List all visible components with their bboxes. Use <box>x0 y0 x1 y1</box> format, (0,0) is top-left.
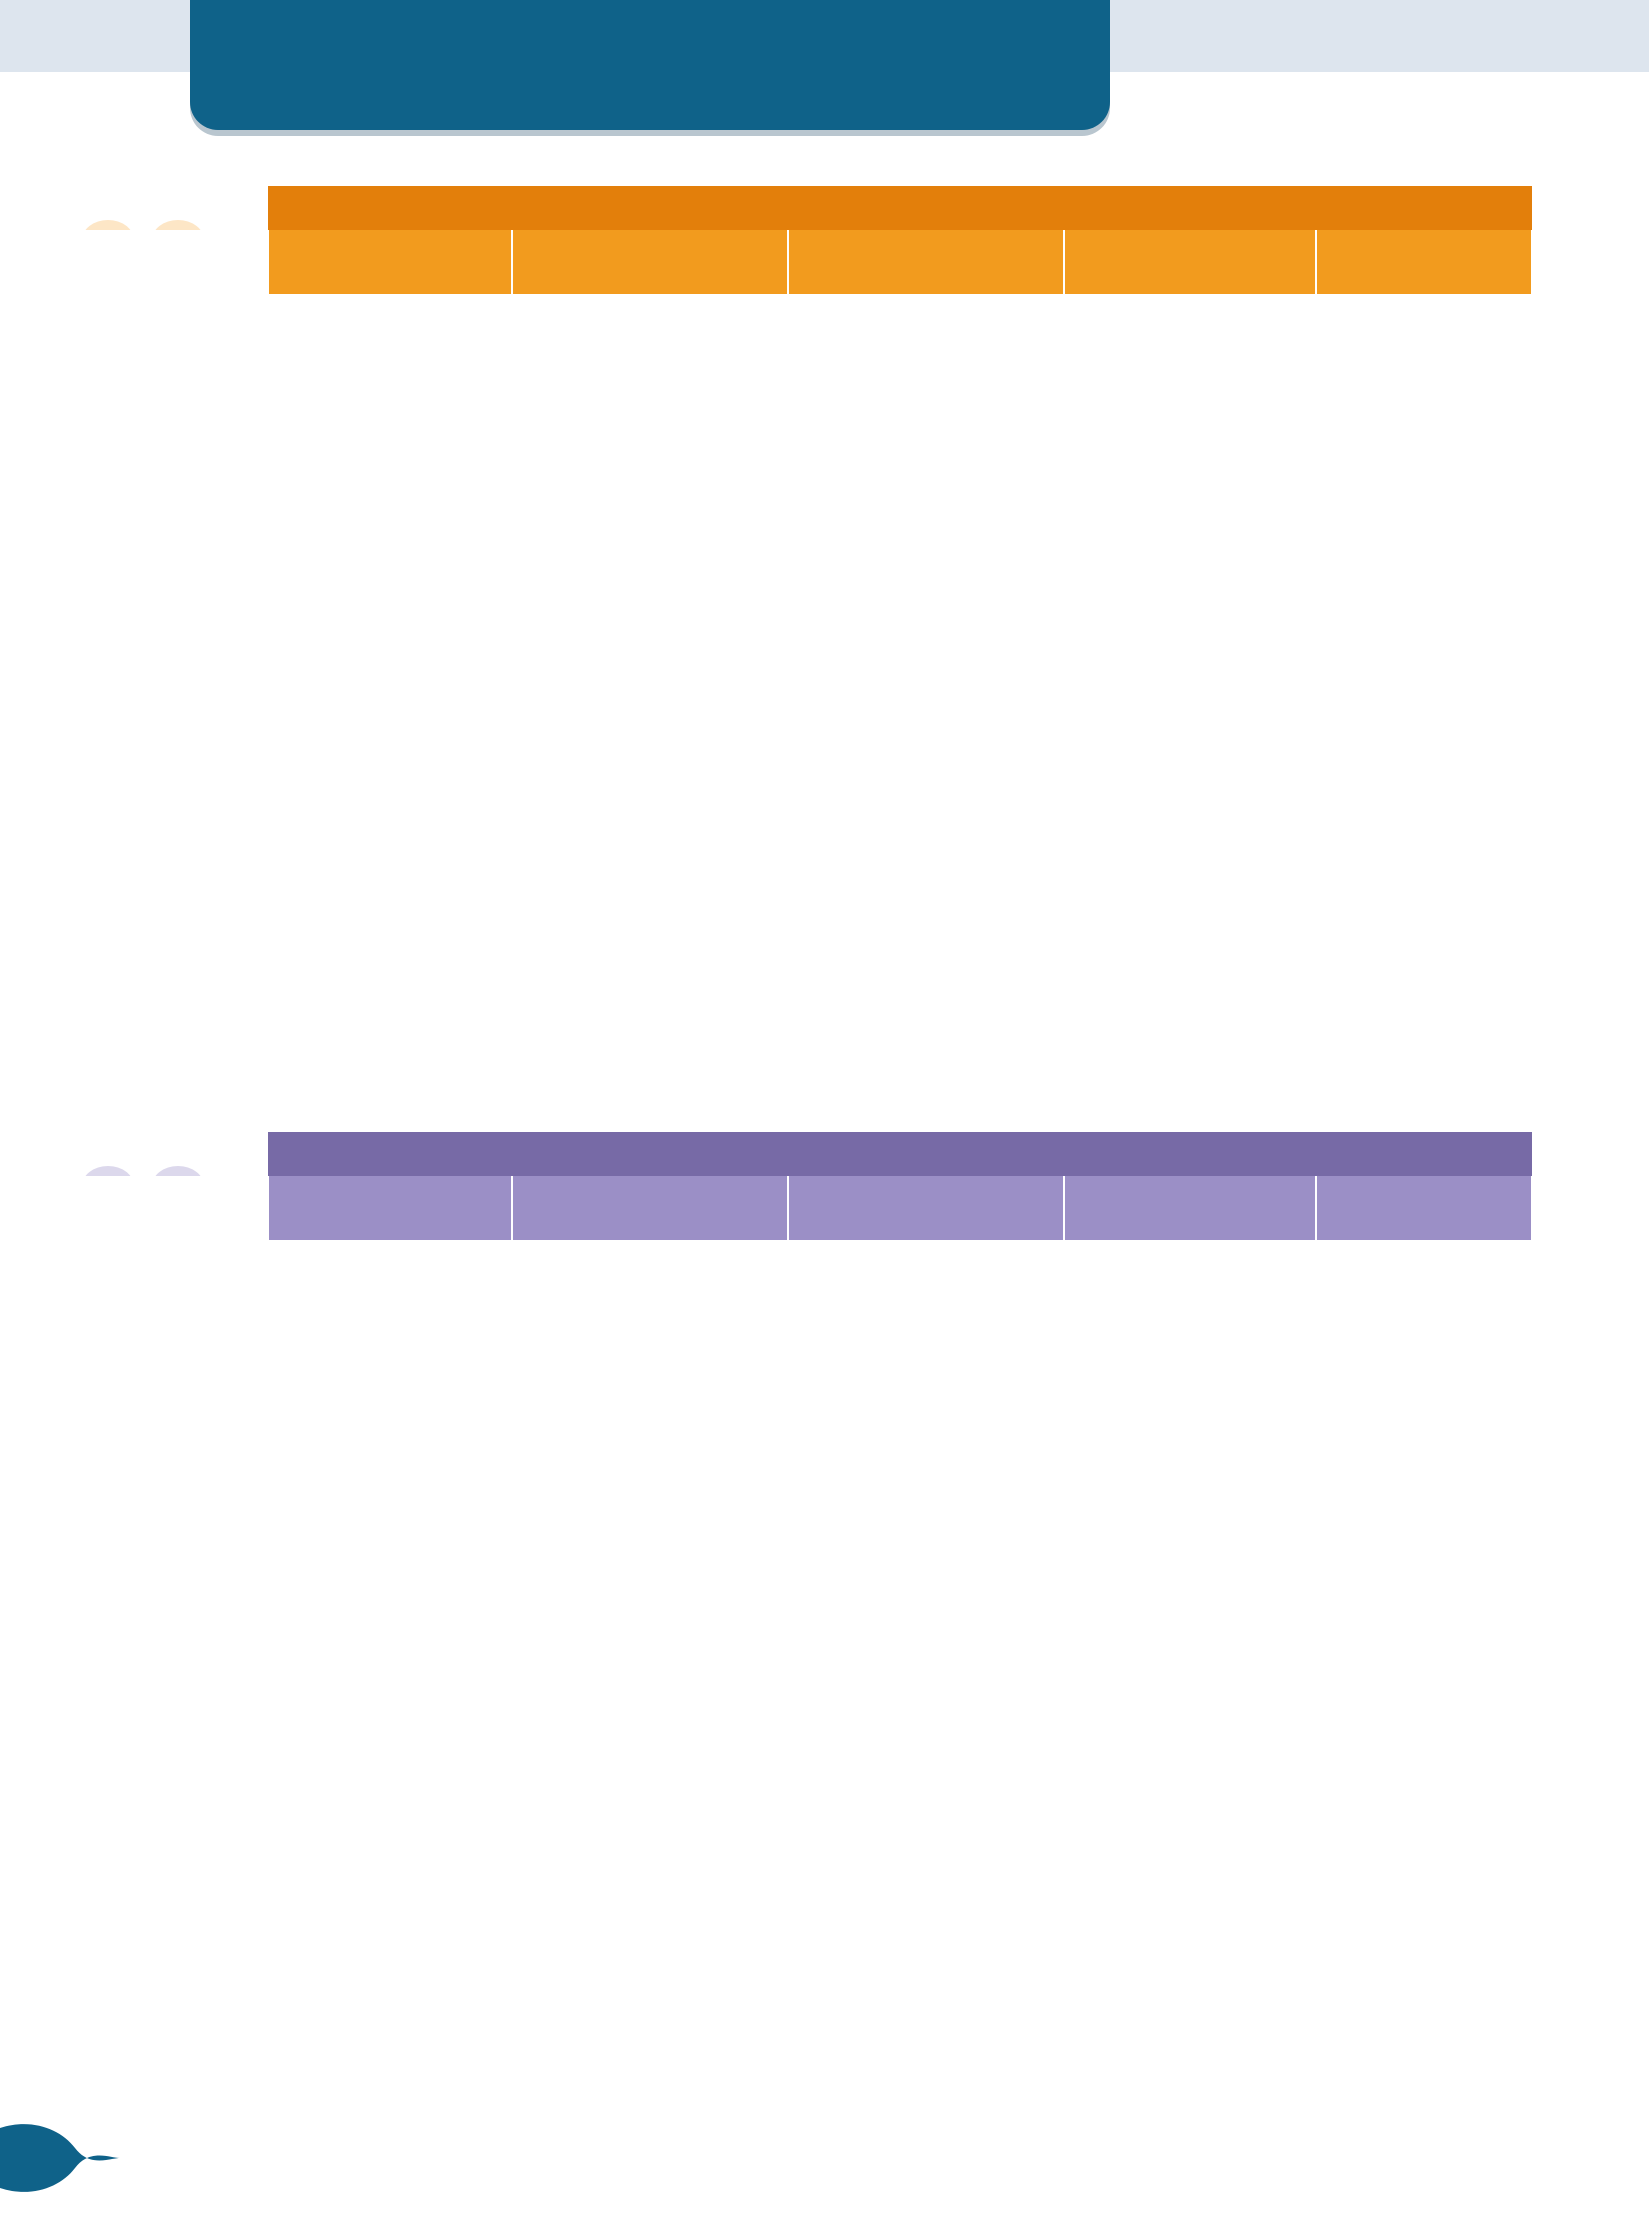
col-grammaire <box>788 1176 1064 1240</box>
col-discours <box>268 1176 512 1240</box>
page-number-decoration <box>0 2118 120 2198</box>
dossier-6-table <box>72 1132 1533 1240</box>
col-lexique <box>1064 1176 1316 1240</box>
title-banner <box>190 0 1110 130</box>
col-lexique <box>1064 230 1316 294</box>
dossier-5-table <box>72 186 1533 294</box>
col-savoir <box>512 1176 788 1240</box>
col-grammaire <box>788 230 1064 294</box>
dossier-6-title <box>268 1132 1532 1176</box>
col-savoir <box>512 230 788 294</box>
col-phonetique <box>1316 1176 1532 1240</box>
dossier-5-title <box>268 186 1532 230</box>
col-phonetique <box>1316 230 1532 294</box>
col-discours <box>268 230 512 294</box>
